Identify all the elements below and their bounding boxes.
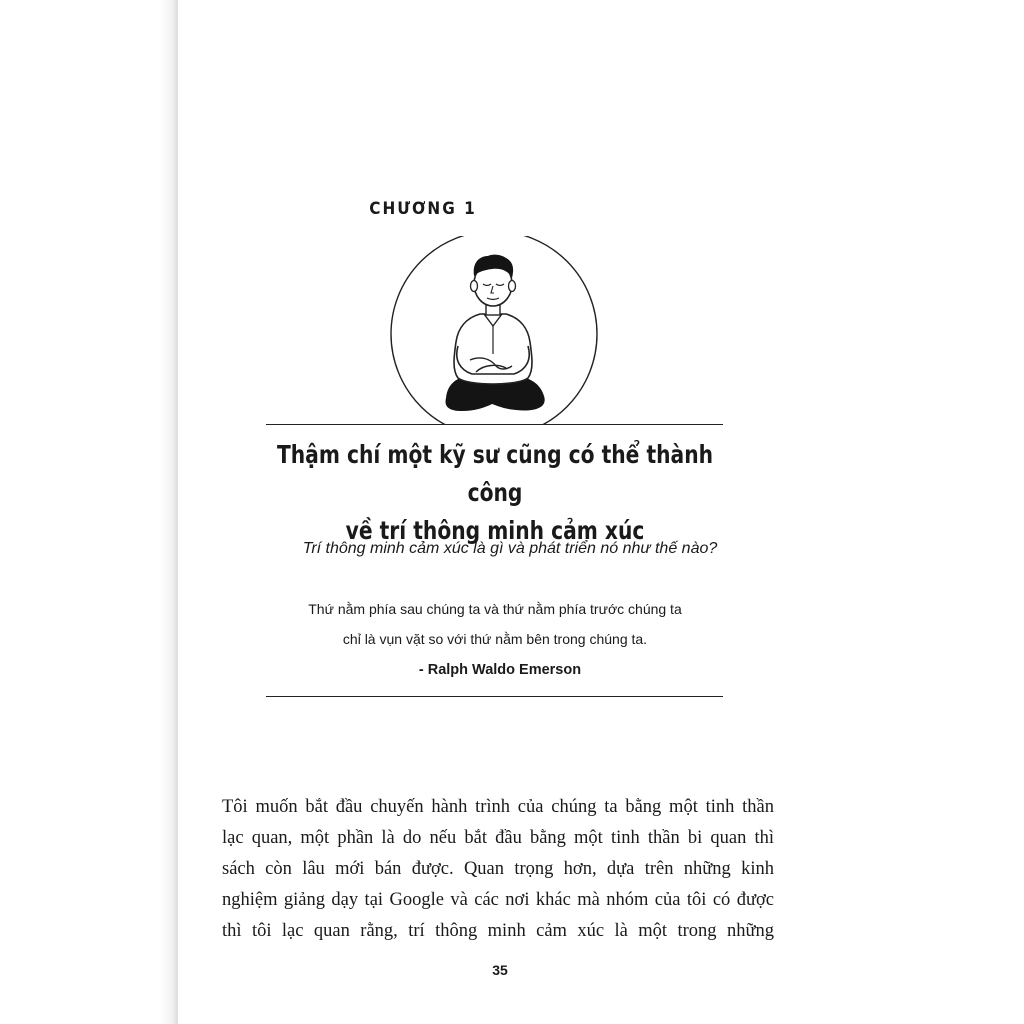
top-divider	[266, 424, 723, 425]
epigraph-line-2: chỉ là vụn vặt so với thứ nằm bên trong chúng ta.	[342, 631, 648, 647]
body-line: nghiệm giảng dạy tại Google và các nơi khác mà nhóm của tôi có được	[222, 890, 774, 910]
chapter-subtitle: Trí thông minh cảm xúc là gì và phát triển nó như thế nào?	[302, 540, 718, 557]
body-line: Tôi muốn bắt đầu chuyến hành trình của chúng ta bằng một tinh thần	[222, 797, 774, 817]
page-number: 35	[492, 962, 508, 978]
chapter-label: CHƯƠNG 1	[369, 199, 477, 219]
bottom-divider	[266, 696, 723, 697]
epigraph-line-1: Thứ nằm phía sau chúng ta và thứ nằm phía trước chúng ta	[308, 601, 682, 617]
body-line: lạc quan, một phần là do nếu bắt đầu bằng một tinh thần bi quan thì	[222, 828, 774, 848]
epigraph-author: - Ralph Waldo Emerson	[418, 662, 582, 678]
page-gutter-shadow	[0, 0, 178, 1024]
meditating-man-icon	[388, 236, 600, 426]
chapter-title	[266, 436, 725, 550]
epigraph-quote	[300, 594, 690, 654]
chapter-title-line-2: về trí thông minh cảm xúc	[345, 516, 645, 545]
body-paragraph	[222, 792, 774, 947]
body-line: thì tôi lạc quan rằng, trí thông minh cảm xúc là một trong những	[222, 921, 774, 941]
body-line: sách còn lâu mới bán được. Quan trọng hơn, dựa trên những kinh	[222, 859, 774, 879]
chapter-title-line-1: Thậm chí một kỹ sư cũng có thể thành công	[276, 440, 714, 507]
